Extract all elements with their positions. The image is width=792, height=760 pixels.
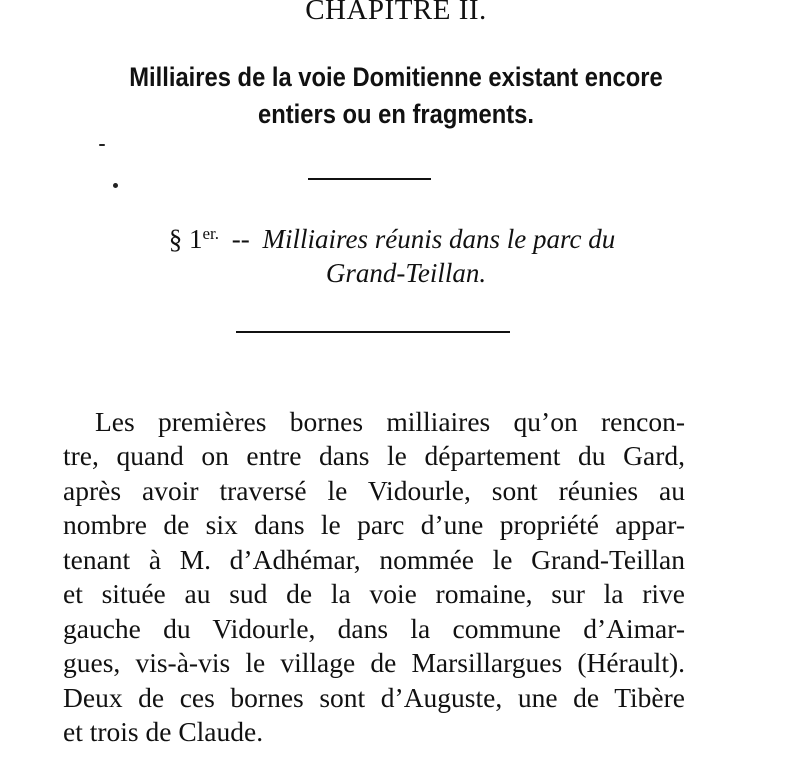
section-divider-rule	[236, 331, 510, 333]
title-divider-rule	[308, 178, 431, 180]
paragraph-line: gues, vis-à-vis le village de Marsillargues (Hérault).	[63, 647, 685, 678]
section-title-line-2: Grand-Teillan.	[325, 258, 487, 288]
section-heading-line-2	[10, 258, 792, 289]
paragraph-line: nombre de six dans le parc d’une propriété appar-	[63, 509, 685, 540]
ink-dot-mark	[113, 183, 118, 188]
paragraph-line: Deux de ces bornes sont d’Auguste, une de Tibère	[63, 682, 685, 713]
paragraph-line: gauche du Vidourle, dans la commune d’Aimar-	[63, 613, 685, 644]
chapter-title-line-2: entiers ou en fragments.	[258, 99, 534, 129]
paragraph-line: tre, quand on entre dans le département du Gard,	[63, 440, 685, 471]
ink-speck-mark	[99, 144, 105, 146]
paragraph-line: et située au sud de la voie romaine, sur la rive	[63, 578, 685, 609]
chapter-heading: CHAPITRE II.	[305, 0, 487, 26]
section-number-superscript: er.	[202, 224, 220, 243]
section-dash: --	[231, 224, 250, 254]
paragraph-line: tenant à M. d’Adhémar, nommée le Grand-Teillan	[63, 544, 685, 575]
section-title-line-1: Milliaires réunis dans le parc du	[262, 224, 616, 254]
section-number: 1	[189, 224, 203, 254]
paragraph-line: après avoir traversé le Vidourle, sont réunies au	[63, 475, 685, 506]
paragraph-line: et trois de Claude.	[63, 716, 264, 747]
chapter-title-line-1: Milliaires de la voie Domitienne existant encore	[129, 62, 663, 92]
section-heading-line-1	[0, 224, 788, 255]
section-symbol: §	[168, 224, 183, 254]
paragraph-line: Les premières bornes milliaires qu’on rencon-	[95, 406, 685, 437]
